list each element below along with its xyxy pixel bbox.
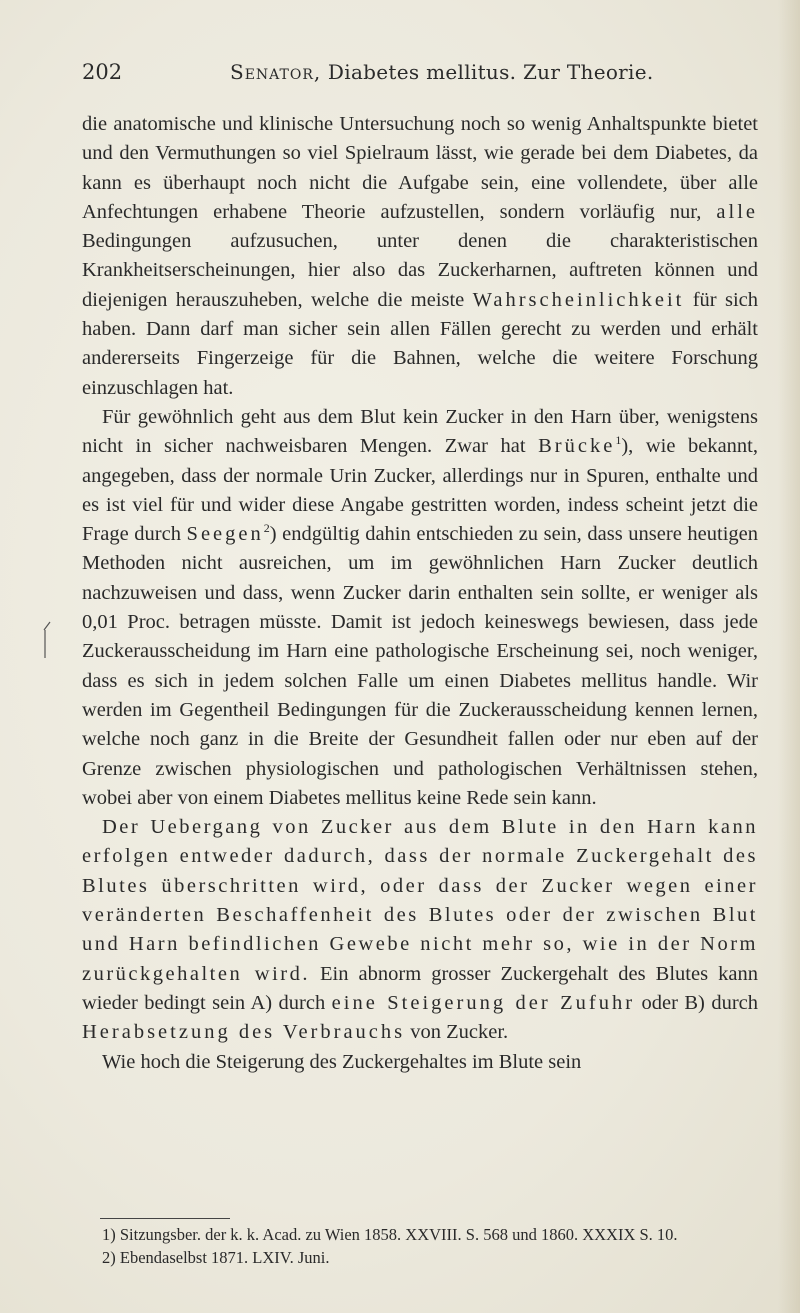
main-text xyxy=(82,110,758,1077)
text-run: oder B) durch xyxy=(635,991,758,1014)
footnote-divider xyxy=(100,1218,230,1219)
text-run: Für gewöhnlich geht aus dem Blut kein Zucker in den Harn über, wenigstens nicht in sicher nachweisbaren Mengen. Zwar hat xyxy=(82,405,758,458)
spaced-emphasis: alle xyxy=(716,200,758,223)
footnote-ref[interactable]: 1 xyxy=(615,433,622,448)
text-run: Ein abnorm grosser Zuckergehalt des Blutes kann wieder bedingt sein A) durch xyxy=(82,962,758,1014)
footnote-1: 1) Sitzungsber. der k. k. Acad. zu Wien 1858. XXVIII. S. 568 und 1860. XXXIX S. 10. xyxy=(102,1225,678,1244)
margin-pencil-mark xyxy=(40,620,54,660)
author-name: Senator, xyxy=(230,60,322,84)
text-run: Bedingungen aufzusuchen, unter denen die charakteristischen Krankheitserscheinungen, hier also das Zuckerharnen, auftreten können und diejenigen herauszuheben, welche die meiste xyxy=(82,230,758,311)
spaced-emphasis: Wahrscheinlichkeit xyxy=(472,288,685,311)
footnote-ref[interactable]: 2 xyxy=(263,521,270,536)
text-run: ), wie bekannt, angegeben, dass der normale Urin Zucker, allerdings nur in Spuren, enthalte und es ist viel für und wider diese Angabe gestritten worden, indess scheint jetzt die Frage durch xyxy=(82,435,758,546)
author-citation: Brücke xyxy=(538,435,616,458)
footnotes xyxy=(82,1224,758,1269)
footnote-2: 2) Ebendaselbst 1871. LXIV. Juni. xyxy=(102,1247,330,1267)
author-citation: Seegen xyxy=(186,523,264,546)
text-run: von Zucker. xyxy=(405,1021,509,1044)
text-run: für sich haben. Dann darf man sicher sein allen Fällen gerecht zu werden und erhält andererseits Fingerzeige für die Bahnen, welche die weitere Forschung einzuschlagen hat. xyxy=(82,288,758,399)
spaced-emphasis: Der Uebergang von Zucker aus dem Blute in den Harn kann erfolgen entweder dadurch, dass der normale Zuckergehalt des Blutes überschritten wird, oder dass der Zucker wegen einer veränderten Beschaffenheit des Blutes oder der zwischen Blut und Harn befindlichen Gewebe nicht mehr so, wie in der Norm zurückgehalten wird. xyxy=(82,816,758,985)
spaced-emphasis: Herabsetzung des Verbrauchs xyxy=(82,1021,406,1044)
paragraph-3 xyxy=(82,813,758,1047)
page-edge-shadow xyxy=(778,0,800,1313)
paragraph-2 xyxy=(82,403,758,813)
running-head xyxy=(72,52,752,88)
spaced-emphasis: eine Steigerung der Zufuhr xyxy=(331,991,636,1014)
paragraph-4 xyxy=(82,1048,758,1077)
text-run: ) endgültig dahin entschieden zu sein, dass unsere heutigen Methoden nicht ausreichen, um im gewöhnlichen Harn Zucker deutlich nachzuweisen und dass, wenn Zucker darin enthalten sein sollte, er weniger als 0,01 Proc. betragen müsste. Damit ist jedoch keineswegs bewiesen, dass jede Zuckerausscheidung im Harn eine pathologische Erscheinung sei, noch weniger, dass es sich in jedem solchen Falle um einen Diabetes mellitus handle. Wir werden im Gegentheil Bedingungen für die Zuckerausscheidung kennen lernen, welche noch ganz in die Breite der Gesundheit fallen oder nur eben auf der Grenze zwischen physiologischen und pathologischen Verhältnissen stehen, wobei aber von einem Diabetes mellitus keine Rede sein kann. xyxy=(82,523,758,809)
text-run: Wie hoch die Steigerung des Zuckergehaltes im Blute sein xyxy=(102,1050,582,1073)
chapter-title: Diabetes mellitus. Zur Theorie. xyxy=(327,60,654,84)
text-run: die anatomische und klinische Untersuchung noch so wenig Anhaltspunkte bietet und den Vermuthungen so viel Spielraum lässt, wie gerade bei dem Diabetes, da kann es überhaupt noch nicht die Aufgabe sein, eine vollendete, über alle Anfechtungen erhabene Theorie aufzustellen, sondern vorläufig nur, xyxy=(82,113,758,223)
paragraph-1 xyxy=(82,110,758,403)
page-number: 202 xyxy=(82,60,123,84)
running-title xyxy=(230,60,654,84)
